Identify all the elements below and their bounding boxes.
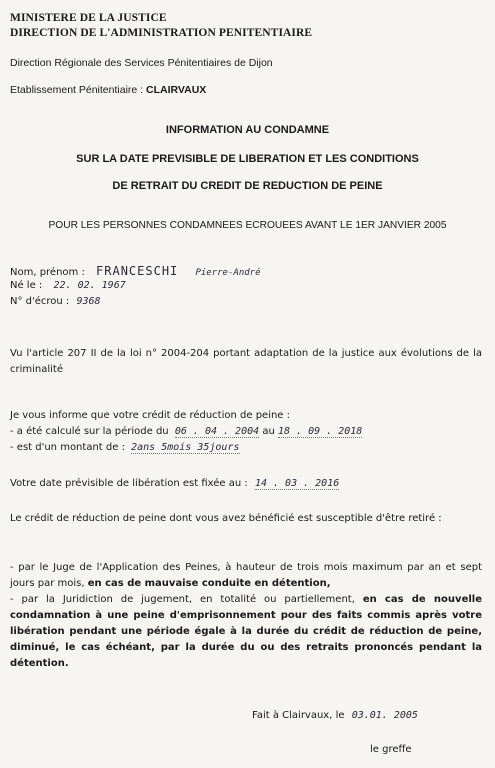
ecrou-row bbox=[10, 296, 101, 307]
place-label: Fait à Clairvaux, le bbox=[252, 710, 345, 721]
firstname-value: Pierre-André bbox=[195, 268, 261, 278]
release-row bbox=[10, 478, 339, 490]
credit-amount-row bbox=[10, 442, 240, 454]
withdrawal-item-2-text: - par la Juridiction de jugement, en totalité ou partiellement, bbox=[10, 594, 355, 605]
ecrou-value: 9368 bbox=[76, 296, 101, 307]
establishment-label: Etablissement Pénitentiaire : bbox=[10, 84, 144, 96]
withdrawal-item-1-bold: en cas de mauvaise conduite en détention, bbox=[87, 578, 331, 589]
period-prefix: - a été calculé sur la période du bbox=[10, 426, 169, 437]
name-row bbox=[10, 264, 261, 278]
name-label: Nom, prénom : bbox=[10, 267, 85, 278]
release-date-value: 14 . 03 . 2016 bbox=[254, 478, 340, 489]
title-line-2: SUR LA DATE PREVISIBLE DE LIBERATION ET LES CONDITIONS bbox=[76, 153, 419, 165]
withdrawal-item-1-text: - par le Juge de l'Application des Peines, à hauteur de trois mois maximum par an et sept jours par mois, bbox=[10, 562, 482, 589]
withdrawal-intro: Le crédit de réduction de peine dont vous avez bénéficié est susceptible d'être retiré : bbox=[10, 513, 442, 524]
name-value: FRANCESCHI bbox=[96, 264, 179, 278]
amount-value: 2ans 5mois 35jours bbox=[131, 442, 240, 453]
article-reference: Vu l'article 207 II de la loi n° 2004-204 portant adaptation de la justice aux évolutions de la criminalité bbox=[10, 348, 482, 375]
ecrou-label: N° d'écrou : bbox=[10, 296, 70, 307]
direction-heading: DIRECTION DE L'ADMINISTRATION PENITENTIAIRE bbox=[10, 27, 313, 39]
title-subtitle: POUR LES PERSONNES CONDAMNEES ECROUEES AVANT LE 1ER JANVIER 2005 bbox=[48, 220, 447, 231]
regional-direction: Direction Régionale des Services Pénitentiaires de Dijon bbox=[10, 57, 273, 69]
withdrawal-item-2-bold: en cas de nouvelle condamnation à une peine d'emprisonnement pour des faits commis après votre libération pendant une période égale à la durée du crédit de réduction de peine, diminué, le cas échéant, par la durée du ou des retraits prononcés pendant la détention. bbox=[10, 594, 482, 669]
signature-label: le greffe bbox=[370, 744, 412, 755]
amount-prefix: - est d'un montant de : bbox=[10, 442, 125, 453]
period-mid: au bbox=[262, 426, 275, 437]
period-end-value: 18 . 09 . 2018 bbox=[277, 426, 363, 437]
period-start-value: 06 . 04 . 2004 bbox=[174, 426, 260, 437]
credit-intro: Je vous informe que votre crédit de réduction de peine : bbox=[10, 410, 291, 421]
credit-period-row bbox=[10, 426, 362, 438]
establishment-name: CLAIRVAUX bbox=[146, 84, 207, 96]
title-line-1: INFORMATION AU CONDAMNE bbox=[165, 124, 330, 136]
title-line-3: DE RETRAIT DU CREDIT DE REDUCTION DE PEINE bbox=[112, 180, 383, 192]
ministry-heading: MINISTERE DE LA JUSTICE bbox=[10, 12, 167, 24]
release-label: Votre date prévisible de libération est fixée au : bbox=[10, 478, 248, 489]
birth-value: 22. 02. 1967 bbox=[53, 280, 126, 291]
birth-label: Né le : bbox=[10, 280, 43, 291]
place-date-row bbox=[252, 710, 418, 721]
birth-row bbox=[10, 280, 126, 291]
withdrawal-item-2 bbox=[10, 592, 482, 672]
establishment-line bbox=[10, 84, 206, 96]
withdrawal-item-1 bbox=[10, 560, 482, 592]
issue-date-value: 03.01. 2005 bbox=[351, 710, 418, 721]
